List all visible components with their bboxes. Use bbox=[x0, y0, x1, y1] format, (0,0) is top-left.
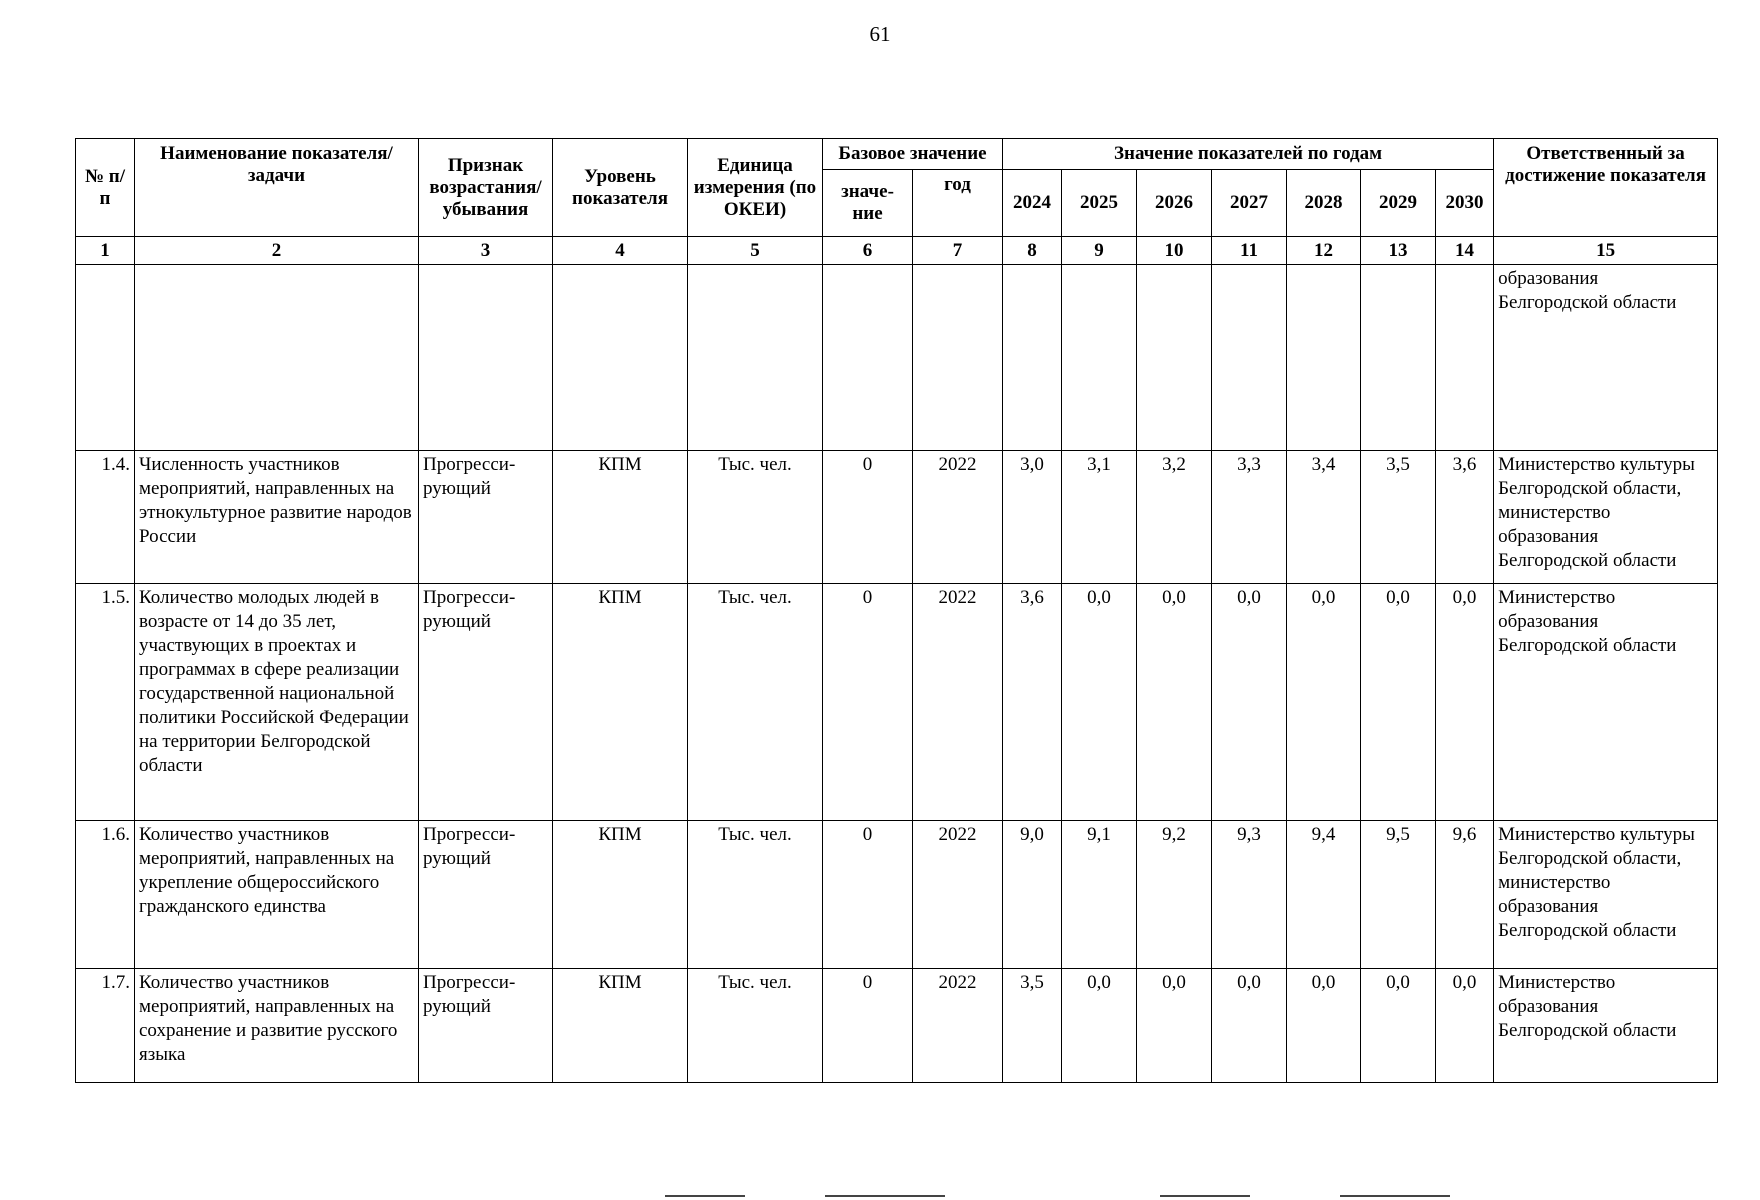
continuation-responsible: образования Белгородской области bbox=[1494, 265, 1718, 451]
base-value: 0 bbox=[823, 451, 913, 584]
value-2030: 0,0 bbox=[1436, 584, 1494, 821]
indicator-name: Количество участников мероприятий, направленных на сохранение и развитие русского языка bbox=[135, 969, 419, 1083]
indicator-name: Численность участников мероприятий, направленных на этнокультурное развитие народов России bbox=[135, 451, 419, 584]
row-number: 1.7. bbox=[76, 969, 135, 1083]
base-value: 0 bbox=[823, 821, 913, 969]
table-row bbox=[76, 969, 1718, 1083]
value-2029: 3,5 bbox=[1361, 451, 1436, 584]
header-num: № п/п bbox=[76, 139, 135, 237]
col-number-8: 8 bbox=[1003, 237, 1062, 265]
table-row bbox=[76, 584, 1718, 821]
header-base-value: значе-ние bbox=[823, 170, 913, 237]
indicator-sign: Прогресси-рующий bbox=[419, 821, 553, 969]
header-year-2029: 2029 bbox=[1361, 170, 1436, 237]
value-2028: 9,4 bbox=[1287, 821, 1361, 969]
value-2026: 9,2 bbox=[1137, 821, 1212, 969]
header-sign: Признак возрастания/ убывания bbox=[419, 139, 553, 237]
header-base-year: год bbox=[913, 170, 1003, 237]
scan-artifact-line bbox=[665, 1195, 745, 1197]
indicator-level: КПМ bbox=[553, 451, 688, 584]
indicator-unit: Тыс. чел. bbox=[688, 584, 823, 821]
responsible: Министерство образования Белгородской области bbox=[1494, 584, 1718, 821]
base-year: 2022 bbox=[913, 969, 1003, 1083]
value-2029: 9,5 bbox=[1361, 821, 1436, 969]
indicator-name: Количество молодых людей в возрасте от 14 до 35 лет, участвующих в проектах и программах в сфере реализации государственной национальной политики Российской Федерации на территории Белгородской области bbox=[135, 584, 419, 821]
value-2025: 0,0 bbox=[1062, 969, 1137, 1083]
value-2027: 9,3 bbox=[1212, 821, 1287, 969]
indicator-level: КПМ bbox=[553, 821, 688, 969]
col-number-10: 10 bbox=[1137, 237, 1212, 265]
value-2025: 3,1 bbox=[1062, 451, 1137, 584]
header-base: Базовое значение bbox=[823, 139, 1003, 170]
col-number-4: 4 bbox=[553, 237, 688, 265]
indicator-level: КПМ bbox=[553, 969, 688, 1083]
header-year-2030: 2030 bbox=[1436, 170, 1494, 237]
header-year-2027: 2027 bbox=[1212, 170, 1287, 237]
col-number-9: 9 bbox=[1062, 237, 1137, 265]
indicator-level: КПМ bbox=[553, 584, 688, 821]
header-year-2026: 2026 bbox=[1137, 170, 1212, 237]
indicator-unit: Тыс. чел. bbox=[688, 451, 823, 584]
header-name: Наименование показателя/задачи bbox=[135, 139, 419, 237]
row-number: 1.4. bbox=[76, 451, 135, 584]
value-2028: 0,0 bbox=[1287, 969, 1361, 1083]
scan-artifact-line bbox=[1160, 1195, 1250, 1197]
table-row bbox=[76, 451, 1718, 584]
row-number: 1.6. bbox=[76, 821, 135, 969]
base-value: 0 bbox=[823, 584, 913, 821]
value-2027: 0,0 bbox=[1212, 584, 1287, 821]
col-number-15: 15 bbox=[1494, 237, 1718, 265]
value-2030: 0,0 bbox=[1436, 969, 1494, 1083]
header-years-group: Значение показателей по годам bbox=[1003, 139, 1494, 170]
responsible: Министерство культуры Белгородской области, министерство образования Белгородской области bbox=[1494, 451, 1718, 584]
col-number-5: 5 bbox=[688, 237, 823, 265]
indicator-unit: Тыс. чел. bbox=[688, 969, 823, 1083]
value-2026: 3,2 bbox=[1137, 451, 1212, 584]
col-number-7: 7 bbox=[913, 237, 1003, 265]
col-number-1: 1 bbox=[76, 237, 135, 265]
responsible: Министерство образования Белгородской области bbox=[1494, 969, 1718, 1083]
base-year: 2022 bbox=[913, 584, 1003, 821]
header-unit: Единица измерения (по ОКЕИ) bbox=[688, 139, 823, 237]
col-number-6: 6 bbox=[823, 237, 913, 265]
header-responsible: Ответственный за достижение показателя bbox=[1494, 139, 1718, 237]
value-2030: 3,6 bbox=[1436, 451, 1494, 584]
value-2030: 9,6 bbox=[1436, 821, 1494, 969]
value-2025: 0,0 bbox=[1062, 584, 1137, 821]
value-2027: 3,3 bbox=[1212, 451, 1287, 584]
value-2028: 0,0 bbox=[1287, 584, 1361, 821]
scan-artifact-line bbox=[825, 1195, 945, 1197]
col-number-2: 2 bbox=[135, 237, 419, 265]
row-number: 1.5. bbox=[76, 584, 135, 821]
indicator-sign: Прогресси-рующий bbox=[419, 451, 553, 584]
responsible: Министерство культуры Белгородской области, министерство образования Белгородской области bbox=[1494, 821, 1718, 969]
indicator-sign: Прогресси-рующий bbox=[419, 584, 553, 821]
table-row-continuation bbox=[76, 265, 1718, 451]
value-2024: 3,0 bbox=[1003, 451, 1062, 584]
value-2026: 0,0 bbox=[1137, 584, 1212, 821]
scan-artifact-line bbox=[1340, 1195, 1450, 1197]
value-2028: 3,4 bbox=[1287, 451, 1361, 584]
base-year: 2022 bbox=[913, 821, 1003, 969]
page-number: 61 bbox=[869, 22, 891, 46]
value-2024: 9,0 bbox=[1003, 821, 1062, 969]
value-2024: 3,5 bbox=[1003, 969, 1062, 1083]
col-number-3: 3 bbox=[419, 237, 553, 265]
value-2025: 9,1 bbox=[1062, 821, 1137, 969]
table-row bbox=[76, 821, 1718, 969]
indicator-name: Количество участников мероприятий, направленных на укрепление общероссийского гражданского единства bbox=[135, 821, 419, 969]
col-number-14: 14 bbox=[1436, 237, 1494, 265]
col-number-12: 12 bbox=[1287, 237, 1361, 265]
value-2029: 0,0 bbox=[1361, 969, 1436, 1083]
indicator-unit: Тыс. чел. bbox=[688, 821, 823, 969]
indicator-sign: Прогресси-рующий bbox=[419, 969, 553, 1083]
base-value: 0 bbox=[823, 969, 913, 1083]
indicators-table bbox=[75, 138, 1718, 1083]
header-year-2024: 2024 bbox=[1003, 170, 1062, 237]
value-2026: 0,0 bbox=[1137, 969, 1212, 1083]
value-2024: 3,6 bbox=[1003, 584, 1062, 821]
header-year-2025: 2025 bbox=[1062, 170, 1137, 237]
base-year: 2022 bbox=[913, 451, 1003, 584]
col-number-13: 13 bbox=[1361, 237, 1436, 265]
value-2029: 0,0 bbox=[1361, 584, 1436, 821]
header-year-2028: 2028 bbox=[1287, 170, 1361, 237]
header-level: Уровень показателя bbox=[553, 139, 688, 237]
value-2027: 0,0 bbox=[1212, 969, 1287, 1083]
col-number-11: 11 bbox=[1212, 237, 1287, 265]
